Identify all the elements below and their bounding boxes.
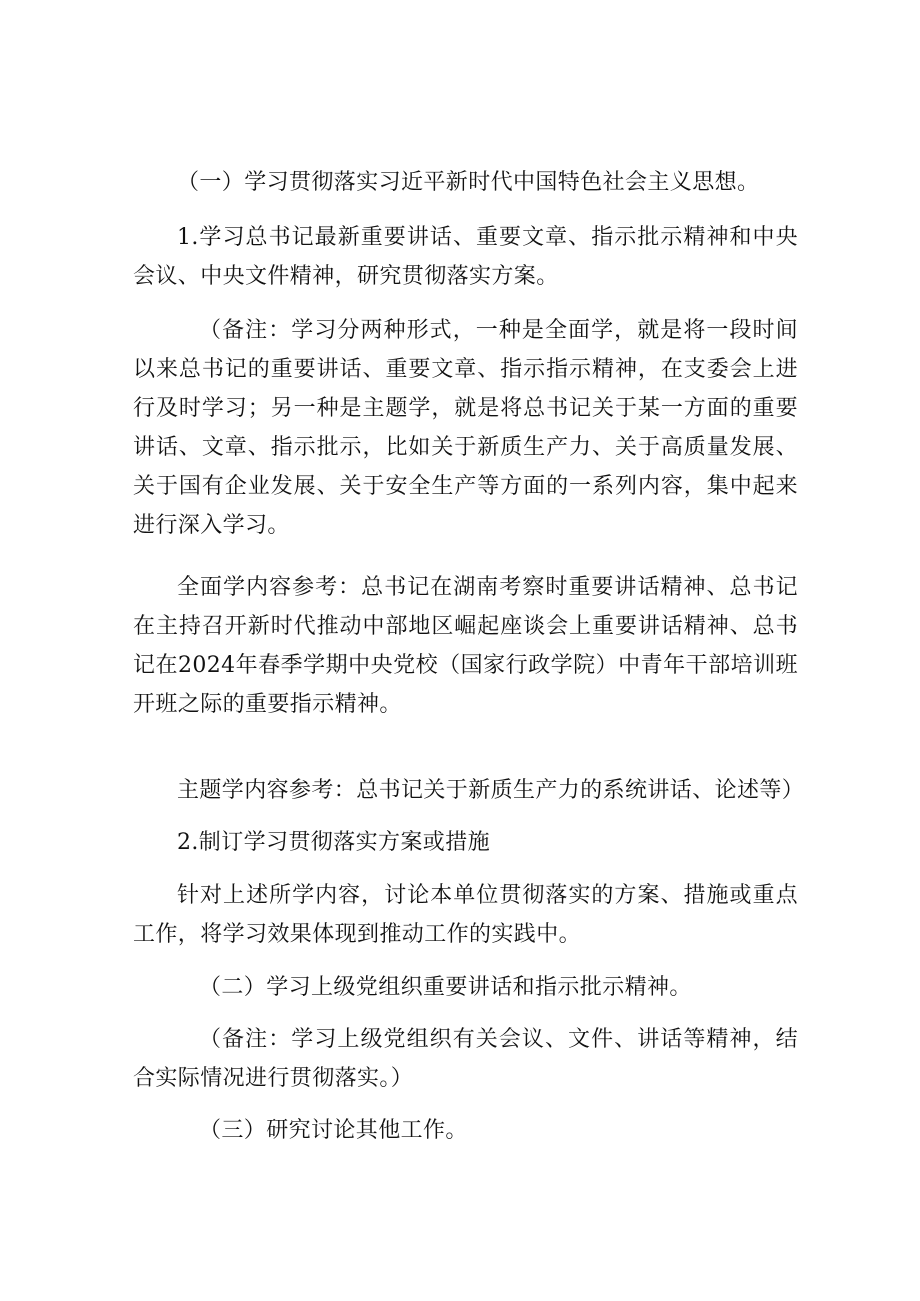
section-two-heading: （二）学习上级党组织重要讲话和指示批示精神。 bbox=[199, 975, 692, 1000]
section-one-heading: （一）学习贯彻落实习近平新时代中国特色社会主义思想。 bbox=[177, 170, 760, 195]
remark-paragraph-two: （备注：学习上级党组织有关会议、文件、讲话等精神，结合实际情况进行贯彻落实。） bbox=[133, 1027, 798, 1091]
item-two-paragraph: 2.制订学习贯彻落实方案或措施 bbox=[177, 830, 490, 855]
discussion-paragraph: 针对上述所学内容，讨论本单位贯彻落实的方案、措施或重点工作，将学习效果体现到推动工作的实践中。 bbox=[133, 883, 798, 947]
item-one-paragraph: 1.学习总书记最新重要讲话、重要文章、指示批示精神和中央会议、中央文件精神，研究贯彻落实方案。 bbox=[133, 225, 798, 289]
topic-study-reference-paragraph: 主题学内容参考：总书记关于新质生产力的系统讲话、论述等） bbox=[177, 778, 805, 803]
section-three-heading: （三）研究讨论其他工作。 bbox=[199, 1118, 468, 1143]
full-study-reference-paragraph: 全面学内容参考：总书记在湖南考察时重要讲话精神、总书记在主持召开新时代推动中部地区崛起座谈会上重要讲话精神、总书记在2024年春季学期中央党校（国家行政学院）中青年干部培训班开班之际的重要指示精神。 bbox=[133, 575, 798, 717]
remark-paragraph-one: （备注：学习分两种形式，一种是全面学，就是将一段时间以来总书记的重要讲话、重要文章、指示指示精神，在支委会上进行及时学习；另一种是主题学，就是将总书记关于某一方面的重要讲话、文章、指示批示，比如关于新质生产力、关于高质量发展、关于国有企业发展、关于安全生产等方面的一系列内容，集中起来进行深入学习。 bbox=[133, 318, 798, 538]
